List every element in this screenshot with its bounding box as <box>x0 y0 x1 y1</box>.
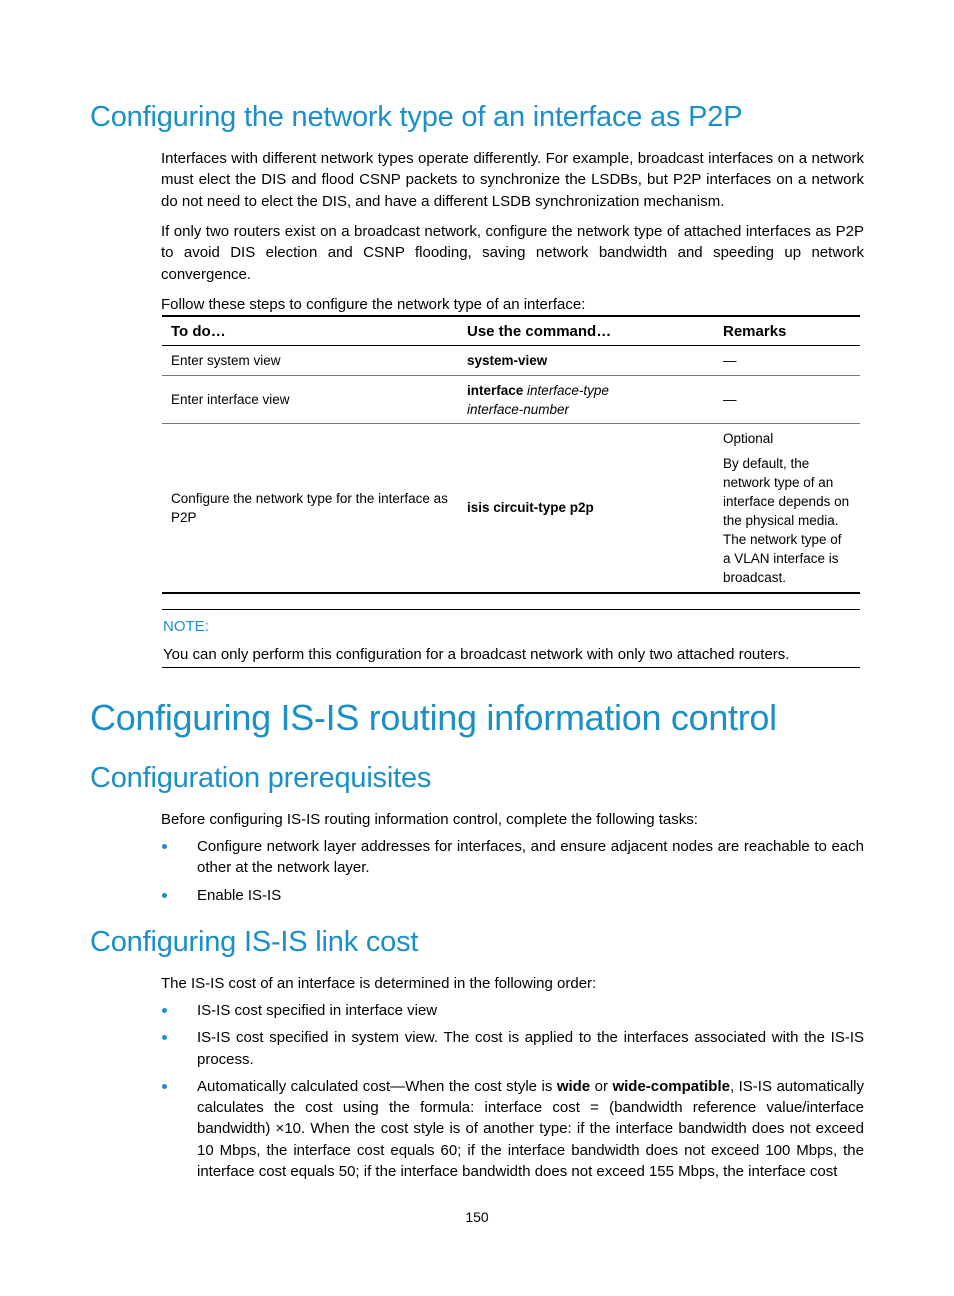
command-argument: interface-number <box>467 401 570 417</box>
table-row <box>162 424 860 593</box>
todo-cell: Enter interface view <box>162 376 458 424</box>
list-item <box>161 885 864 906</box>
todo-cell: Configure the network type for the interface as P2P <box>162 424 458 593</box>
bullet-icon <box>162 1084 167 1089</box>
list-item <box>161 1076 864 1182</box>
command-cell: isis circuit-type p2p <box>458 424 714 593</box>
table-row <box>162 346 860 376</box>
link-cost-list <box>161 1000 864 1182</box>
bullet-icon <box>162 893 167 898</box>
section-title-p2p: Configuring the network type of an interface as P2P <box>90 101 743 133</box>
remark-optional: Optional <box>723 430 774 446</box>
bullet-icon <box>162 1035 167 1040</box>
chapter-title: Configuring IS-IS routing information control <box>90 697 777 738</box>
remark-cell: — <box>714 346 860 376</box>
todo-cell: Enter system view <box>162 346 458 376</box>
link-cost-intro: The IS-IS cost of an interface is determined in the following order: <box>161 975 597 992</box>
list-item <box>161 1000 864 1021</box>
list-item-text: Enable IS-IS <box>197 886 282 904</box>
list-item-text: IS-IS cost specified in interface view <box>197 1002 438 1019</box>
command-cell: system-view <box>458 346 714 376</box>
remark-cell <box>714 424 860 593</box>
table-row <box>162 376 860 424</box>
bullet-icon <box>162 1008 167 1013</box>
remark-cell: — <box>714 376 860 424</box>
keyword-wide-compatible: wide-compatible <box>612 1077 730 1095</box>
table-header-row <box>162 316 860 346</box>
note-label: NOTE: <box>163 618 209 635</box>
keyword-wide: wide <box>556 1077 591 1095</box>
section-title-prerequisites: Configuration prerequisites <box>90 762 432 794</box>
remark-detail: By default, the network type of an interface depends on the physical media. The network type of a VLAN interface is broadcast. <box>723 455 850 585</box>
list-item-text: or <box>590 1077 613 1095</box>
paragraph-network-types: Interfaces with different network types operate differently. For example, broadcast interfaces on a network must elect the DIS and flood CSNP packets to synchronize the LSDBs, but P2P interfaces on a network do not need to elect the DIS, and have a different LSDB synchronization mechanism. <box>161 150 864 210</box>
bullet-icon <box>162 844 167 849</box>
command-table <box>162 315 860 594</box>
table-intro: Follow these steps to configure the network type of an interface: <box>161 296 586 313</box>
prerequisites-intro: Before configuring IS-IS routing information control, complete the following tasks: <box>161 811 698 828</box>
header-remarks: Remarks <box>714 316 860 346</box>
command-keyword: interface <box>467 382 524 398</box>
list-item <box>161 836 864 879</box>
page-number: 150 <box>465 1209 489 1225</box>
list-item-text: Automatically calculated cost—When the cost style is <box>197 1077 557 1095</box>
header-todo: To do… <box>162 316 458 346</box>
list-item-text: , IS-IS automatically calculates the cost using the formula: interface cost = (bandwidth reference value/interface bandwidth) ×10. When the cost style is of another type: if the interface bandwidth does not exceed 10 Mbps, the interface cost equals 60; if the interface bandwidth does not exceed 100 Mbps, the interface cost equals 50; if the interface bandwidth does not exceed 155 Mbps, the interface cost <box>197 1077 864 1181</box>
note-text: You can only perform this configuration for a broadcast network with only two attached routers. <box>163 646 790 663</box>
prerequisites-list <box>161 836 864 906</box>
section-title-link-cost: Configuring IS-IS link cost <box>90 926 419 958</box>
command-cell <box>458 376 714 424</box>
header-command: Use the command… <box>458 316 714 346</box>
list-item-text: Configure network layer addresses for interfaces, and ensure adjacent nodes are reachable to each other at the network layer. <box>197 838 864 877</box>
list-item-text: IS-IS cost specified in system view. The cost is applied to the interfaces associated with the IS-IS process. <box>197 1029 864 1068</box>
note-box <box>162 609 860 668</box>
paragraph-two-routers: If only two routers exist on a broadcast network, configure the network type of attached interfaces as P2P to avoid DIS election and CSNP flooding, saving network bandwidth and speeding up network convergence. <box>161 223 864 283</box>
list-item <box>161 1027 864 1070</box>
command-argument: interface-type <box>527 382 609 398</box>
